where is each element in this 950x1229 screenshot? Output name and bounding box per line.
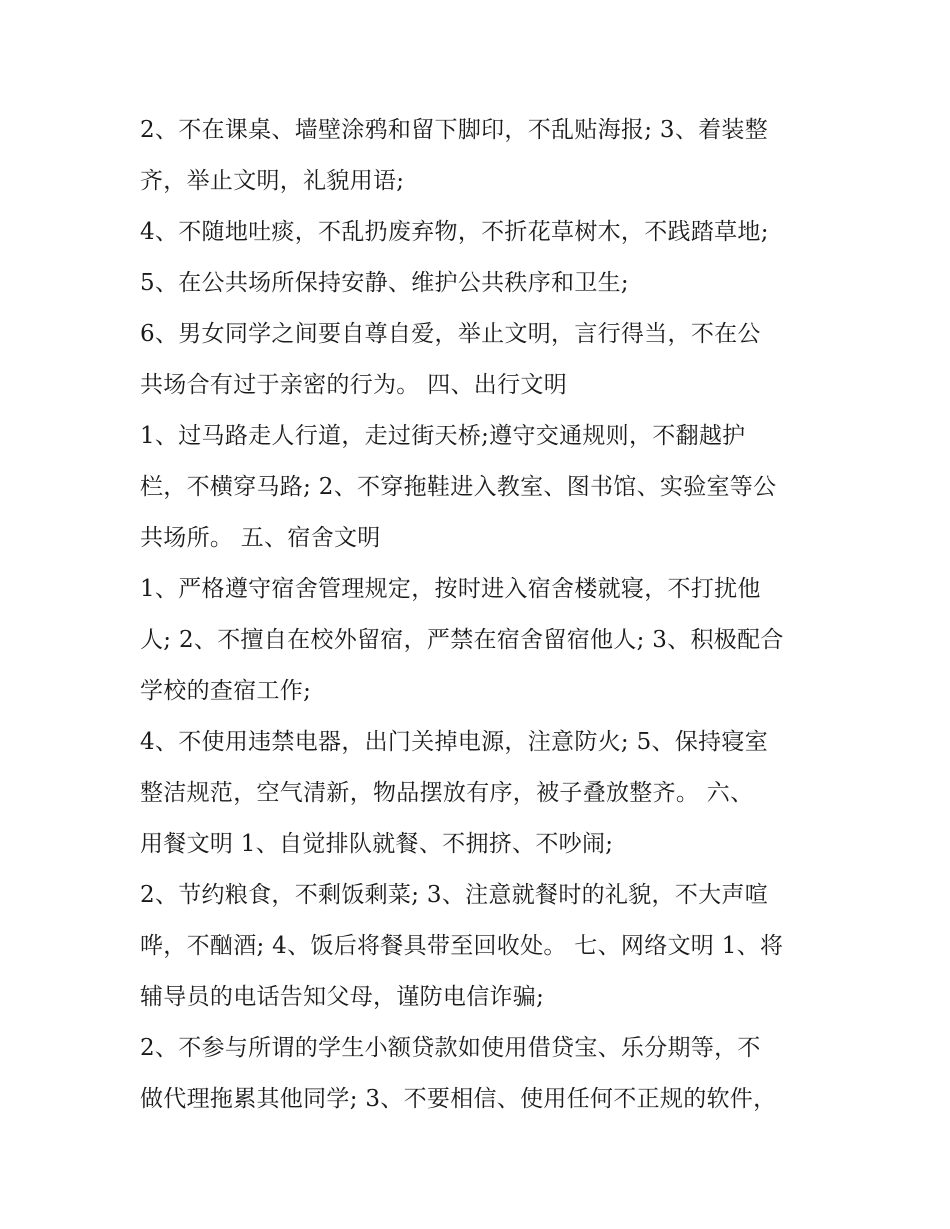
text-line-15: 用餐文明 1、自觉排队就餐、不拥挤、不吵闹;: [140, 831, 614, 857]
text-line-2: 齐，举止文明，礼貌用语;: [140, 168, 405, 194]
text-line-9: 共场所。 五、宿舍文明: [140, 525, 381, 551]
document-body: [140, 105, 820, 1125]
text-line-14: 整洁规范，空气清新，物品摆放有序，被子叠放整齐。 六、: [140, 780, 754, 806]
text-line-8: 栏，不横穿马路; 2、不穿拖鞋进入教室、图书馆、实验室等公: [140, 474, 777, 500]
text-line-16: 2、节约粮食，不剩饭剩菜; 3、注意就餐时的礼貌，不大声喧: [140, 882, 769, 908]
text-line-3: 4、不随地吐痰，不乱扔废弃物，不折花草树木，不践踏草地;: [140, 219, 769, 245]
text-line-5: 6、男女同学之间要自尊自爱，举止文明，言行得当，不在公: [140, 321, 761, 347]
text-line-4: 5、在公共场所保持安静、维护公共秩序和卫生;: [140, 270, 629, 296]
text-line-18: 辅导员的电话告知父母，谨防电信诈骗;: [140, 984, 545, 1010]
text-line-12: 学校的查宿工作;: [140, 678, 312, 704]
text-line-6: 共场合有过于亲密的行为。 四、出行文明: [140, 372, 568, 398]
text-line-1: 2、不在课桌、墙壁涂鸦和留下脚印，不乱贴海报; 3、着装整: [140, 117, 769, 143]
text-line-13: 4、不使用违禁电器，出门关掉电源，注意防火; 5、保持寝室: [140, 729, 769, 755]
text-line-7: 1、过马路走人行道，走过街天桥;遵守交通规则，不翻越护: [140, 423, 746, 449]
text-line-11: 人; 2、不擅自在校外留宿，严禁在宿舍留宿他人; 3、积极配合: [140, 627, 784, 653]
text-line-19: 2、不参与所谓的学生小额贷款如使用借贷宝、乐分期等，不: [140, 1035, 761, 1061]
text-line-17: 哗，不酗酒; 4、饭后将餐具带至回收处。 七、网络文明 1、将: [140, 933, 784, 959]
text-line-10: 1、严格遵守宿舍管理规定，按时进入宿舍楼就寝，不打扰他: [140, 576, 761, 602]
text-line-20: 做代理拖累其他同学; 3、不要相信、使用任何不正规的软件，: [140, 1086, 777, 1112]
